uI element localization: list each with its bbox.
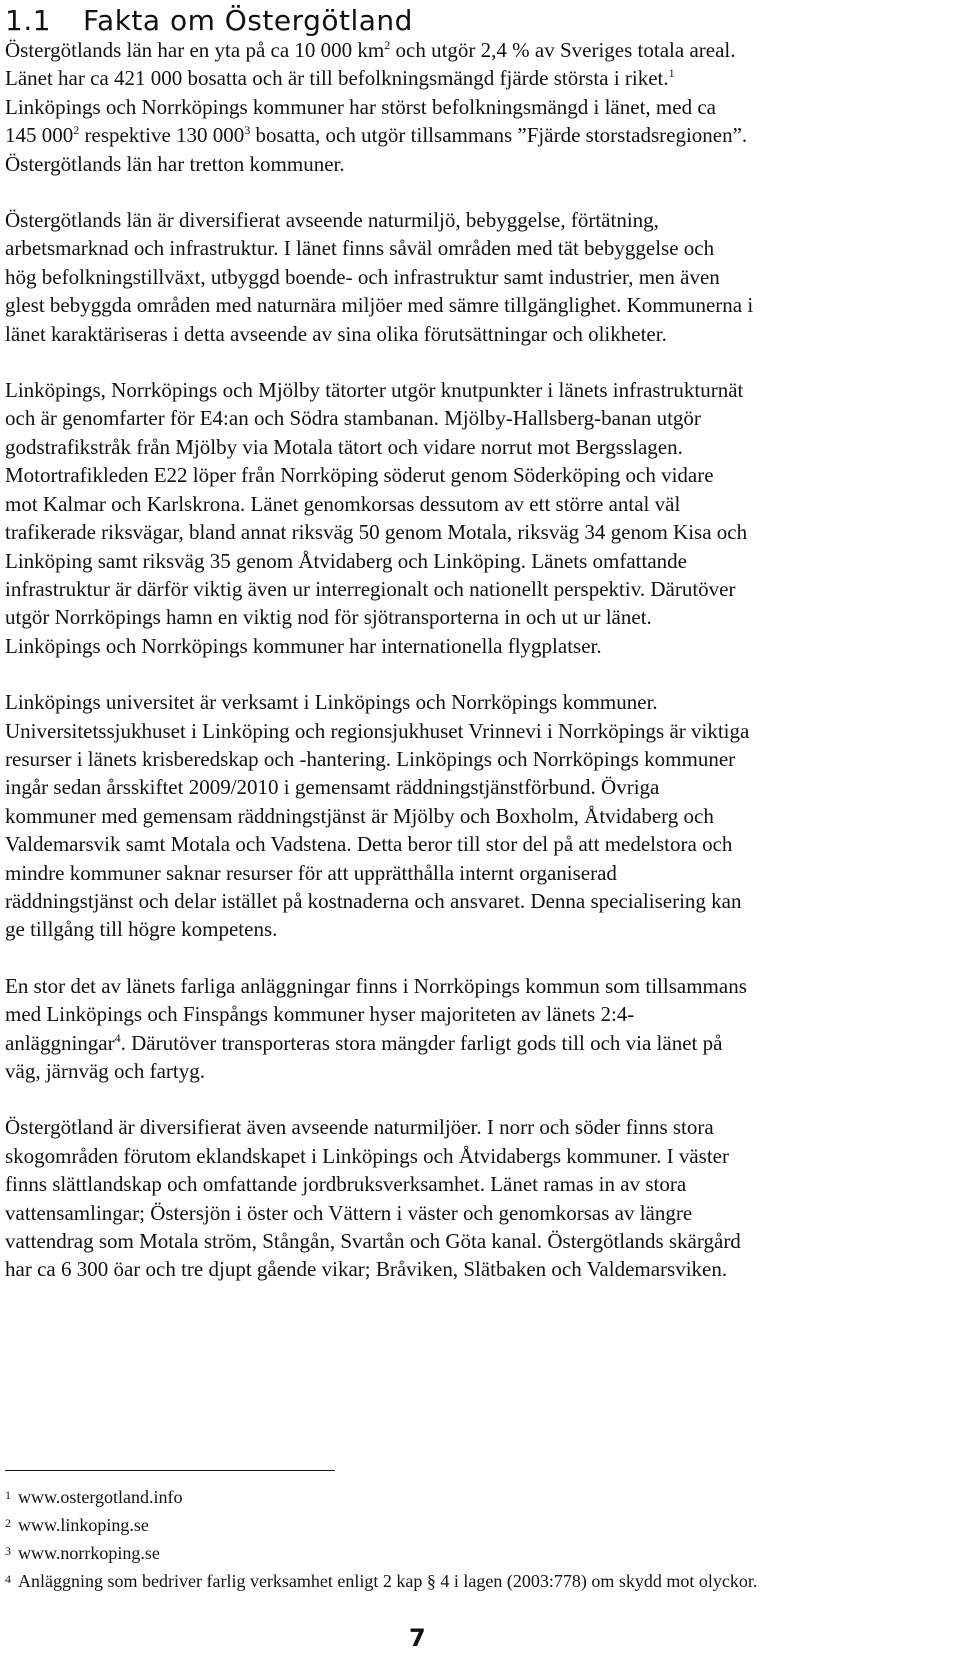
text-run: Östergötlands län har en yta på ca 10 000 km (5, 38, 385, 62)
text-run: Linköpings och Norrköpings kommuner har internationella flygplatser. (5, 633, 602, 658)
footnote (5, 1510, 955, 1538)
page-number: 7 (409, 1624, 426, 1652)
text-line (5, 632, 955, 660)
text-line (5, 1000, 955, 1028)
footnote-text: www.linkoping.se (18, 1515, 149, 1535)
footnote-text: Anläggning som bedriver farlig verksamhet enligt 2 kap § 4 i lagen (2003:778) om skydd mot olyckor. (18, 1571, 758, 1591)
text-line (5, 291, 955, 319)
text-run: Linköping samt riksväg 35 genom Åtvidaberg och Linköping. Länets omfattande (5, 548, 687, 573)
footnote-text: www.norrkoping.se (18, 1543, 160, 1563)
text-line (5, 518, 955, 546)
text-line (5, 773, 955, 801)
text-run: 145 000 (5, 123, 74, 148)
text-run: mot Kalmar och Karlskrona. Länet genomkorsas dessutom av ett större antal väl (5, 491, 681, 516)
text-line (5, 1199, 955, 1227)
footnote-mark: 3 (5, 1544, 11, 1558)
text-run: och utgör 2,4 % av Sveriges totala areal. (390, 38, 736, 62)
text-line (5, 1255, 955, 1283)
text-run: har ca 6 300 öar och tre djupt gående vikar; Bråviken, Slätbaken och Valdemarsviken. (5, 1257, 728, 1282)
text-line (5, 433, 955, 461)
text-line (5, 150, 955, 178)
footnote (5, 1566, 955, 1594)
body-text (5, 36, 955, 1312)
footnote-reference: 2 (73, 123, 80, 138)
text-run: En stor det av länets farliga anläggningar finns i Norrköpings kommun som tillsammans (5, 973, 747, 998)
text-line (5, 404, 955, 432)
text-line (5, 1029, 955, 1057)
text-line (5, 36, 955, 64)
text-line (5, 121, 955, 149)
text-line (5, 830, 955, 858)
text-run: väg, järnväg och fartyg. (5, 1059, 206, 1083)
text-line (5, 461, 955, 489)
text-line (5, 745, 955, 773)
text-run: Universitetssjukhuset i Linköping och regionsjukhuset Vrinnevi i Norrköpings är viktiga (5, 718, 750, 743)
text-line (5, 1142, 955, 1170)
footnote-separator (5, 1470, 335, 1471)
paragraph (5, 206, 955, 348)
text-run: anläggningar (5, 1030, 115, 1055)
text-run: glest bebyggda områden med naturnära miljöer med sämre tillgänglighet. Kommunerna i (5, 293, 754, 318)
text-line (5, 859, 955, 887)
footnote (5, 1482, 955, 1510)
text-run: Linköpings och Norrköpings kommuner har störst befolkningsmängd i länet, med ca (5, 94, 716, 119)
text-run: länet karaktäriseras i detta avseende av sina olika förutsättningar och olikheter. (5, 321, 667, 346)
text-line (5, 887, 955, 915)
footnote-mark: 4 (5, 1572, 11, 1586)
paragraph (5, 688, 955, 944)
text-line (5, 972, 955, 1000)
text-run: Östergötlands län har tretton kommuner. (5, 151, 345, 176)
text-run: arbetsmarknad och infrastruktur. I länet finns såväl områden med tät bebyggelse och (5, 236, 715, 261)
paragraph (5, 972, 955, 1086)
footnote-reference: 4 (114, 1030, 121, 1045)
text-line (5, 1227, 955, 1255)
text-line (5, 915, 955, 943)
text-run: vattendrag som Motala ström, Stångån, Svartån och Göta kanal. Östergötlands skärgård (5, 1229, 741, 1254)
footnote-reference: 1 (668, 66, 675, 81)
text-run: mindre kommuner saknar resurser för att upprätthålla internt organiserad (5, 860, 617, 885)
text-line (5, 206, 955, 234)
paragraph (5, 36, 955, 178)
footnote-reference: 2 (384, 38, 391, 52)
text-run: och är genomfarter för E4:an och Södra stambanan. Mjölby-Hallsberg-banan utgör (5, 406, 701, 431)
text-line (5, 490, 955, 518)
text-run: skogområden förutom eklandskapet i Linköpings och Åtvidabergs kommuner. I väster (5, 1143, 729, 1168)
section-heading (5, 2, 413, 40)
paragraph (5, 1113, 955, 1283)
footnote-mark: 1 (5, 1488, 11, 1502)
text-run: . Därutöver transporteras stora mängder farligt gods till och via länet på (120, 1030, 723, 1055)
text-run: trafikerade riksvägar, bland annat riksväg 50 genom Motala, riksväg 34 genom Kisa och (5, 520, 748, 545)
paragraph (5, 376, 955, 660)
text-run: Länet har ca 421 000 bosatta och är till befolkningsmängd fjärde största i riket. (5, 66, 669, 91)
text-line (5, 1057, 955, 1085)
text-run: Östergötlands län är diversifierat avseende naturmiljö, bebyggelse, förtätning, (5, 208, 659, 233)
section-title: Fakta om Östergötland (83, 4, 413, 37)
text-line (5, 1170, 955, 1198)
footnote-text: www.ostergotland.info (18, 1487, 183, 1507)
footnote-mark: 2 (5, 1516, 11, 1530)
text-run: finns slättlandskap och omfattande jordbruksverksamhet. Länet ramas in av stora (5, 1172, 687, 1197)
text-run: Linköpings universitet är verksamt i Linköpings och Norrköpings kommuner. (5, 690, 658, 715)
text-line (5, 320, 955, 348)
text-line (5, 575, 955, 603)
text-run: hög befolkningstillväxt, utbyggd boende- och infrastruktur samt industrier, men även (5, 264, 720, 289)
text-line (5, 547, 955, 575)
text-line (5, 234, 955, 262)
text-line (5, 688, 955, 716)
text-run: räddningstjänst och delar istället på kostnaderna och ansvaret. Denna specialisering kan (5, 888, 742, 913)
text-line (5, 603, 955, 631)
text-run: kommuner med gemensam räddningstjänst är Mjölby och Boxholm, Åtvidaberg och (5, 803, 714, 828)
text-run: resurser i länets krisberedskap och -hantering. Linköpings och Norrköpings kommuner (5, 746, 736, 771)
text-run: Motortrafikleden E22 löper från Norrköping söderut genom Söderköping och vidare (5, 463, 714, 488)
text-run: Linköpings, Norrköpings och Mjölby tätorter utgör knutpunkter i länets infrastrukturnät (5, 378, 744, 403)
text-line (5, 1113, 955, 1141)
text-run: Valdemarsvik samt Motala och Vadstena. Detta beror till stor del på att medelstora och (5, 832, 733, 857)
text-line (5, 93, 955, 121)
footnote-reference: 3 (244, 123, 251, 138)
text-run: Östergötland är diversifierat även avseende naturmiljöer. I norr och söder finns stora (5, 1115, 714, 1140)
text-run: infrastruktur är därför viktig även ur interregionalt och nationellt perspektiv. Därutöver (5, 576, 736, 601)
text-run: ingår sedan årsskiftet 2009/2010 i gemensamt räddningstjänstförbund. Övriga (5, 775, 660, 800)
text-run: med Linköpings och Finspångs kommuner hyser majoriteten av länets 2:4- (5, 1002, 635, 1027)
text-line (5, 802, 955, 830)
footnotes (5, 1482, 955, 1594)
section-number: 1.1 (5, 4, 52, 37)
footnote (5, 1538, 955, 1566)
text-line (5, 263, 955, 291)
text-run: godstrafikstråk från Mjölby via Motala tätort och vidare norrut mot Bergsslagen. (5, 434, 683, 459)
text-run: bosatta, och utgör tillsammans ”Fjärde storstadsregionen”. (250, 123, 748, 148)
text-run: respektive 130 000 (79, 123, 245, 148)
text-line (5, 64, 955, 92)
text-line (5, 717, 955, 745)
text-run: utgör Norrköpings hamn en viktig nod för sjötransporterna in och ut ur länet. (5, 605, 652, 630)
text-run: vattensamlingar; Östersjön i öster och Vättern i väster och genomkorsas av längre (5, 1200, 693, 1225)
text-line (5, 376, 955, 404)
text-run: ge tillgång till högre kompetens. (5, 917, 278, 942)
